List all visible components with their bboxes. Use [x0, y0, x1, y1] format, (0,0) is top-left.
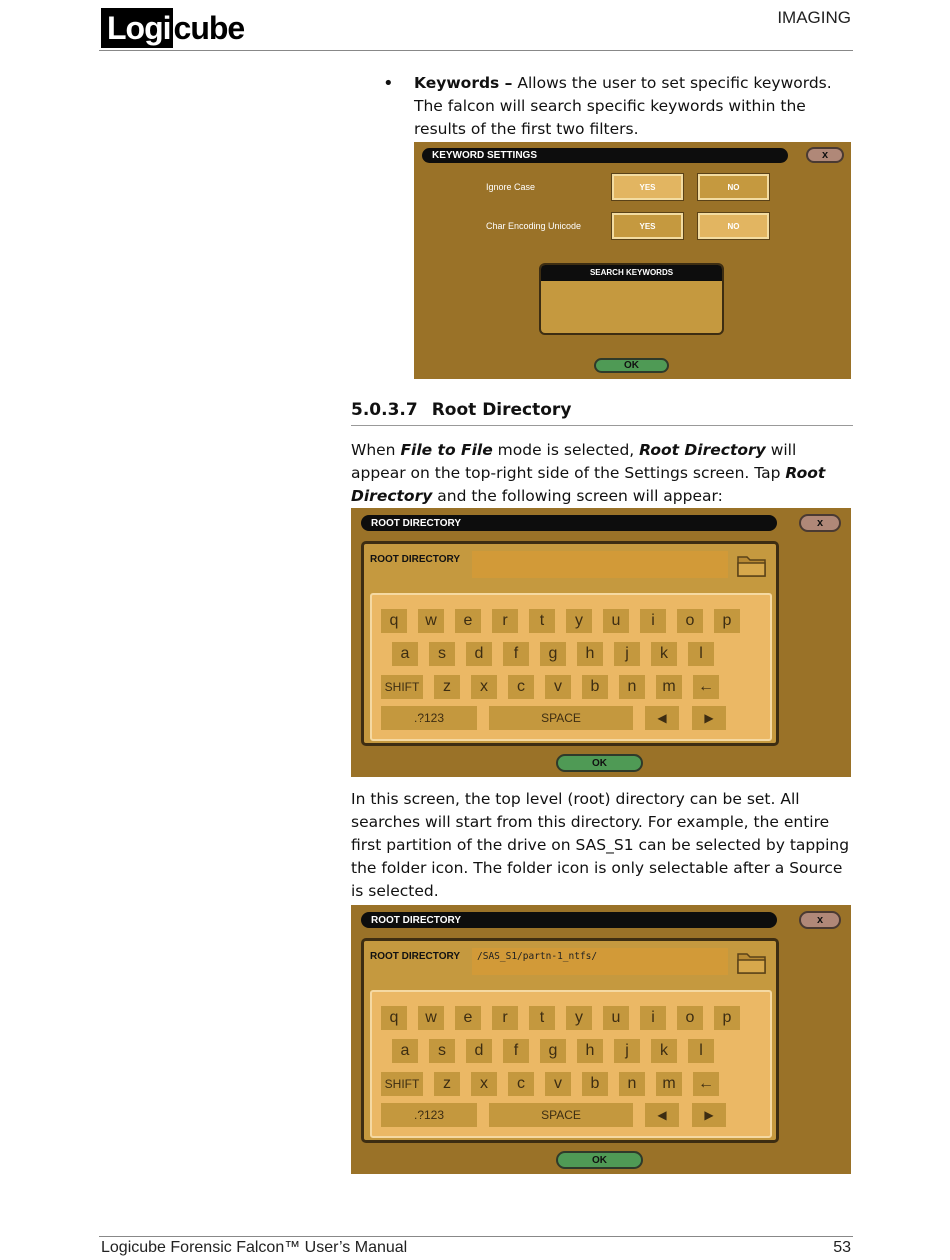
key-a[interactable]: a — [392, 1039, 418, 1063]
key-q[interactable]: q — [381, 1006, 407, 1030]
key-h[interactable]: h — [577, 642, 603, 666]
key-k[interactable]: k — [651, 642, 677, 666]
keywords-text: Allows the user to set specific keywords. The falcon will search specific keywords within the results of the first two filters. — [414, 74, 832, 138]
key-m[interactable]: m — [656, 675, 682, 699]
key-v[interactable]: v — [545, 675, 571, 699]
key-r[interactable]: r — [492, 609, 518, 633]
para1-emphasis-root-directory: Root Directory — [639, 441, 766, 459]
shift-key[interactable]: SHIFT — [381, 1072, 423, 1096]
char-encoding-label: Char Encoding Unicode — [486, 221, 582, 231]
cursor-right-key[interactable]: ▶ — [692, 1103, 726, 1127]
key-i[interactable]: i — [640, 1006, 666, 1030]
key-n[interactable]: n — [619, 675, 645, 699]
search-keywords-box[interactable] — [539, 263, 724, 335]
space-key[interactable]: SPACE — [489, 706, 633, 730]
key-m[interactable]: m — [656, 1072, 682, 1096]
numbers-key[interactable]: .?123 — [381, 1103, 477, 1127]
root-directory-input[interactable]: /SAS_S1/partn-1_ntfs/ — [472, 948, 728, 975]
para1-emphasis-file-to-file: File to File — [400, 441, 493, 459]
key-c[interactable]: c — [508, 675, 534, 699]
para1-text-3: will appear on the top-right side of the Settings screen. Tap — [351, 441, 797, 482]
key-j[interactable]: j — [614, 642, 640, 666]
key-n[interactable]: n — [619, 1072, 645, 1096]
shift-key[interactable]: SHIFT — [381, 675, 423, 699]
key-e[interactable]: e — [455, 609, 481, 633]
folder-icon[interactable] — [736, 552, 768, 578]
key-h[interactable]: h — [577, 1039, 603, 1063]
key-o[interactable]: o — [677, 609, 703, 633]
header-divider — [99, 50, 853, 51]
key-s[interactable]: s — [429, 642, 455, 666]
key-k[interactable]: k — [651, 1039, 677, 1063]
key-l[interactable]: l — [688, 1039, 714, 1063]
key-v[interactable]: v — [545, 1072, 571, 1096]
key-x[interactable]: x — [471, 675, 497, 699]
ignore-case-no-button[interactable]: NO — [698, 174, 769, 200]
footer-manual-title: Logicube Forensic Falcon™ User’s Manual — [101, 1239, 408, 1256]
root-directory-title: ROOT DIRECTORY — [361, 912, 777, 928]
cursor-right-key[interactable]: ▶ — [692, 706, 726, 730]
root-directory-screenshot-1 — [351, 508, 851, 777]
key-s[interactable]: s — [429, 1039, 455, 1063]
section-title: Root Directory — [431, 400, 572, 420]
para1-text-1: When — [351, 441, 401, 459]
keyword-settings-close-button[interactable]: x — [806, 147, 844, 163]
key-x[interactable]: x — [471, 1072, 497, 1096]
para1-text-4: and the following screen will appear: — [432, 487, 723, 505]
root-directory-field-label: ROOT DIRECTORY — [370, 554, 461, 565]
para1-emphasis-root-directory-2: Root Directory — [351, 464, 826, 505]
logo-part1: Logi — [101, 8, 173, 48]
root-directory-ok-button[interactable]: OK — [556, 1151, 643, 1169]
key-y[interactable]: y — [566, 609, 592, 633]
key-i[interactable]: i — [640, 609, 666, 633]
backspace-key[interactable]: ← — [693, 675, 719, 699]
root-directory-close-button[interactable]: x — [799, 911, 841, 929]
logo-part2: cube — [173, 10, 245, 46]
char-encoding-no-button[interactable]: NO — [698, 213, 769, 239]
root-directory-intro-paragraph — [351, 439, 851, 508]
key-r[interactable]: r — [492, 1006, 518, 1030]
keyword-settings-ok-button[interactable]: OK — [594, 358, 669, 373]
ignore-case-label: Ignore Case — [486, 182, 536, 192]
numbers-key[interactable]: .?123 — [381, 706, 477, 730]
key-g[interactable]: g — [540, 1039, 566, 1063]
backspace-key[interactable]: ← — [693, 1072, 719, 1096]
bullet-dot: • — [383, 73, 394, 94]
ignore-case-yes-button[interactable]: YES — [612, 174, 683, 200]
key-t[interactable]: t — [529, 609, 555, 633]
root-directory-input[interactable] — [472, 551, 728, 578]
key-a[interactable]: a — [392, 642, 418, 666]
key-b[interactable]: b — [582, 675, 608, 699]
key-u[interactable]: u — [603, 609, 629, 633]
key-q[interactable]: q — [381, 609, 407, 633]
key-o[interactable]: o — [677, 1006, 703, 1030]
on-screen-keyboard — [370, 990, 772, 1138]
keywords-description — [414, 72, 854, 141]
key-d[interactable]: d — [466, 642, 492, 666]
root-directory-close-button[interactable]: x — [799, 514, 841, 532]
key-w[interactable]: w — [418, 609, 444, 633]
char-encoding-yes-button[interactable]: YES — [612, 213, 683, 239]
section-heading — [351, 400, 853, 426]
cursor-left-key[interactable]: ◀ — [645, 1103, 679, 1127]
key-t[interactable]: t — [529, 1006, 555, 1030]
key-d[interactable]: d — [466, 1039, 492, 1063]
root-directory-field-label: ROOT DIRECTORY — [370, 951, 461, 962]
root-directory-explanation-paragraph: In this screen, the top level (root) directory can be set. All searches will start from this directory. For example, the entire first partition of the drive on SAS_S1 can be selected by tapping the folder icon. The folder icon is only selectable after a Source is selected. — [351, 790, 850, 900]
keywords-term: Keywords – — [414, 74, 513, 92]
key-c[interactable]: c — [508, 1072, 534, 1096]
key-f[interactable]: f — [503, 1039, 529, 1063]
key-l[interactable]: l — [688, 642, 714, 666]
key-f[interactable]: f — [503, 642, 529, 666]
folder-icon[interactable] — [736, 949, 768, 975]
on-screen-keyboard — [370, 593, 772, 741]
key-w[interactable]: w — [418, 1006, 444, 1030]
cursor-left-key[interactable]: ◀ — [645, 706, 679, 730]
key-u[interactable]: u — [603, 1006, 629, 1030]
key-e[interactable]: e — [455, 1006, 481, 1030]
key-p[interactable]: p — [714, 1006, 740, 1030]
keyword-settings-title: KEYWORD SETTINGS — [422, 148, 788, 163]
key-g[interactable]: g — [540, 642, 566, 666]
root-directory-screenshot-2 — [351, 905, 851, 1174]
search-keywords-title: SEARCH KEYWORDS — [541, 265, 722, 281]
key-y[interactable]: y — [566, 1006, 592, 1030]
key-z[interactable]: z — [434, 675, 460, 699]
key-p[interactable]: p — [714, 609, 740, 633]
root-directory-title: ROOT DIRECTORY — [361, 515, 777, 531]
key-z[interactable]: z — [434, 1072, 460, 1096]
header-section-title: IMAGING — [777, 8, 851, 27]
key-b[interactable]: b — [582, 1072, 608, 1096]
space-key[interactable]: SPACE — [489, 1103, 633, 1127]
page-number: 53 — [833, 1239, 851, 1256]
logicube-logo — [101, 8, 244, 48]
section-number: 5.0.3.7 — [351, 400, 418, 420]
footer-divider — [99, 1236, 853, 1237]
key-j[interactable]: j — [614, 1039, 640, 1063]
root-directory-panel — [361, 938, 779, 1143]
keyword-settings-screenshot — [414, 142, 851, 379]
root-directory-panel — [361, 541, 779, 746]
para1-text-2: mode is selected, — [492, 441, 640, 459]
root-directory-ok-button[interactable]: OK — [556, 754, 643, 772]
